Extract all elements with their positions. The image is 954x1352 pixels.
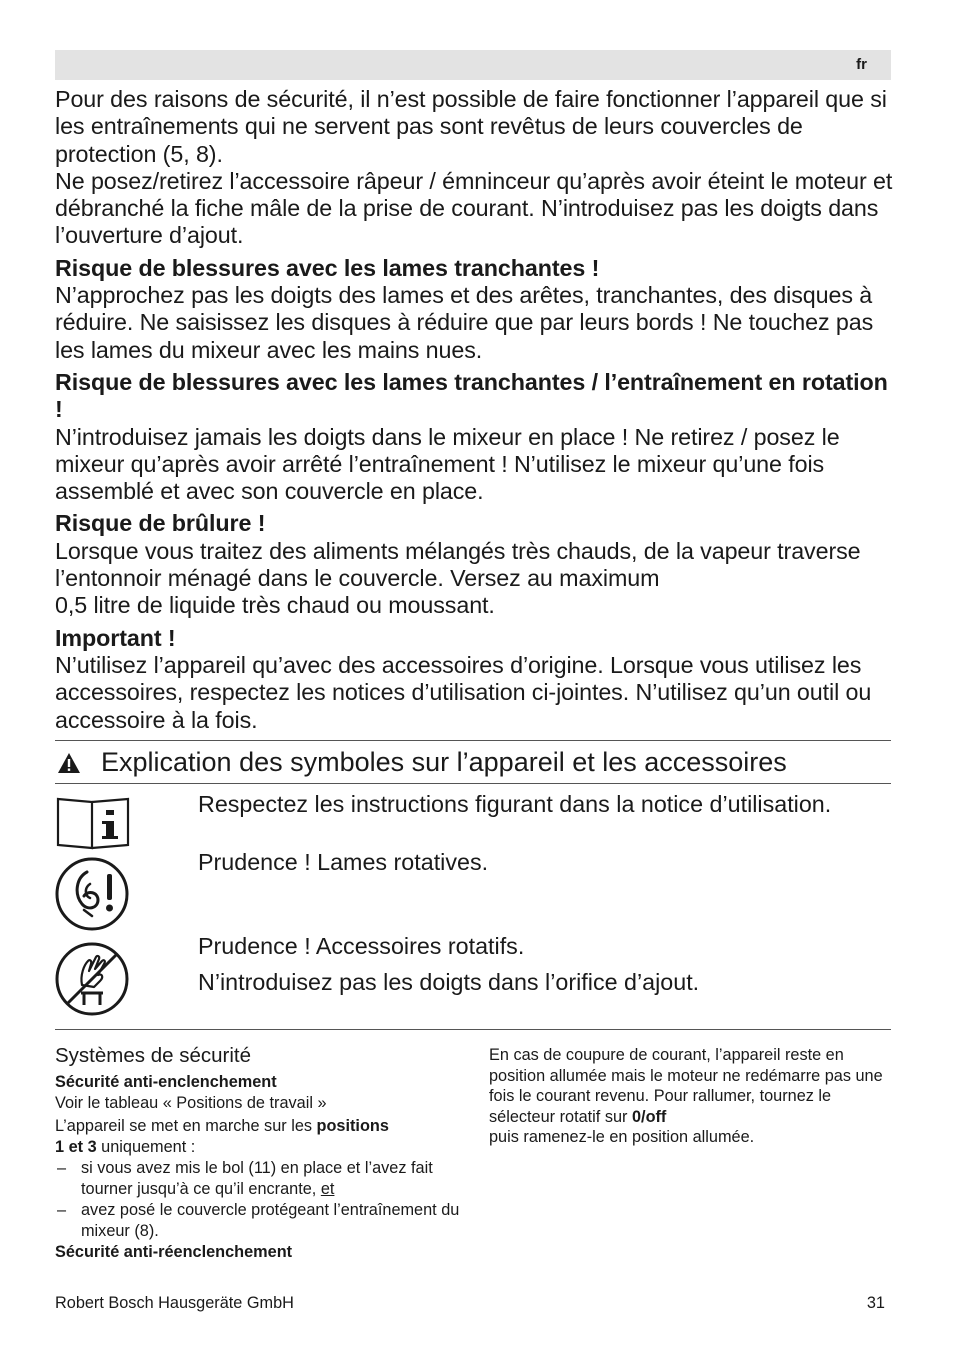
power-failure-column <box>489 1045 893 1148</box>
list-dash: – <box>57 1201 67 1219</box>
symbol-description: Prudence ! Lames rotatives. <box>198 849 489 875</box>
warning-text <box>55 538 895 620</box>
subsection-heading: Sécurité anti-réenclenchement <box>55 1243 293 1261</box>
positions-emphasis: positions <box>316 1117 389 1135</box>
list-item-text: si vous avez mis le bol (11) en place et l’avez fait tourner jusqu’à ce qu’il encrante, <box>81 1159 433 1198</box>
symbol-description: Respectez les instructions figurant dans la notice d’utilisation. <box>198 791 832 817</box>
list-item-text: avez posé le couvercle protégeant l’entraînement du mixeur (8). <box>81 1201 460 1240</box>
list-dash: – <box>57 1159 67 1177</box>
warning-heading: Risque de blessures avec les lames tranchantes / l’entraînement en rotation ! <box>55 368 888 423</box>
warning-heading: Risque de brûlure ! <box>55 510 266 537</box>
safety-systems-title: Systèmes de sécurité <box>55 1044 251 1067</box>
page-number: 31 <box>866 1294 885 1312</box>
body-text-part: L’appareil se met en marche sur les <box>55 1117 317 1135</box>
off-position-emphasis: 0/off <box>631 1107 667 1126</box>
read-manual-icon <box>54 796 134 850</box>
symbols-section-title: Explication des symboles sur l’appareil et les accessoires <box>101 747 787 777</box>
warning-text: Pour des raisons de sécurité, il n’est possible de faire fonctionner l’appareil que si les entraînements qui ne servent pas sont revêtus de leurs couvercles de protection (5, 8). <box>55 86 887 167</box>
language-code: fr <box>856 56 867 73</box>
body-text: Voir le tableau « Positions de travail » <box>55 1094 327 1112</box>
positions-numbers: 1 et 3 <box>55 1138 97 1156</box>
warning-heading: Important ! <box>55 624 176 651</box>
body-text-part: uniquement : <box>96 1138 196 1156</box>
body-text-part: En cas de coupure de courant, l’appareil reste en position allumée mais le moteur ne redémarre pas une fois le courant revenu. Pour rallumer, tournez le sélecteur rotatif sur <box>489 1046 883 1126</box>
body-text <box>55 1116 465 1158</box>
symbols-section-header <box>55 740 891 784</box>
footer-company: Robert Bosch Hausgeräte GmbH <box>55 1294 294 1312</box>
body-text <box>489 1045 893 1148</box>
warning-text-part: 0,5 litre de liquide très chaud ou moussant. <box>55 592 495 619</box>
safety-systems-column <box>55 1043 465 1263</box>
warning-text: N’utilisez l’appareil qu’avec des accessoires d’origine. Lorsque vous utilisez les accessoires, respectez les notices d’utilisation ci-jointes. N’utilisez qu’un outil ou accessoire à la fois. <box>55 651 872 733</box>
warning-heading: Risque de blessures avec les lames tranchantes ! <box>55 254 600 281</box>
list-item <box>55 1200 465 1242</box>
body-text-part: puis ramenez-le en position allumée. <box>489 1128 755 1146</box>
warning-text: Ne posez/retirez l’accessoire râpeur / émninceur qu’après avoir éteint le moteur et débranché la fiche mâle de la prise de courant. N’introduisez pas les doigts dans l’ouverture d’ajout. <box>55 167 893 249</box>
warning-text-part: Lorsque vous traitez des aliments mélangés très chauds, de la vapeur traverse l’entonnoir ménagé dans le couvercle. Versez au maximum <box>55 537 861 592</box>
warning-triangle-icon <box>57 752 81 774</box>
underlined-and: et <box>320 1180 335 1198</box>
warning-text: N’approchez pas les doigts des lames et des arêtes, tranchantes, des disques à réduire. Ne saisissez les disques à réduire que par leurs bords ! Ne touchez pas les lames du mixeur avec les mains nues. <box>55 282 874 363</box>
rotating-blade-caution-icon <box>54 854 134 934</box>
warning-text: N’introduisez jamais les doigts dans le mixeur en place ! Ne retirez / posez le mixeur qu’après avoir arrêté l’entraînement ! N’utilisez le mixeur qu’une fois assemblé et avec son couvercle en place. <box>55 423 840 505</box>
subsection-heading: Sécurité anti-enclenchement <box>55 1073 277 1091</box>
language-bar <box>55 50 891 80</box>
symbol-description: Prudence ! Accessoires rotatifs. <box>198 933 525 959</box>
list-item <box>55 1158 465 1200</box>
no-fingers-in-feed-tube-icon <box>54 939 134 1019</box>
section-divider <box>55 1029 891 1030</box>
safety-warnings <box>55 86 895 734</box>
symbol-description: N’introduisez pas les doigts dans l’orifice d’ajout. <box>198 969 700 995</box>
